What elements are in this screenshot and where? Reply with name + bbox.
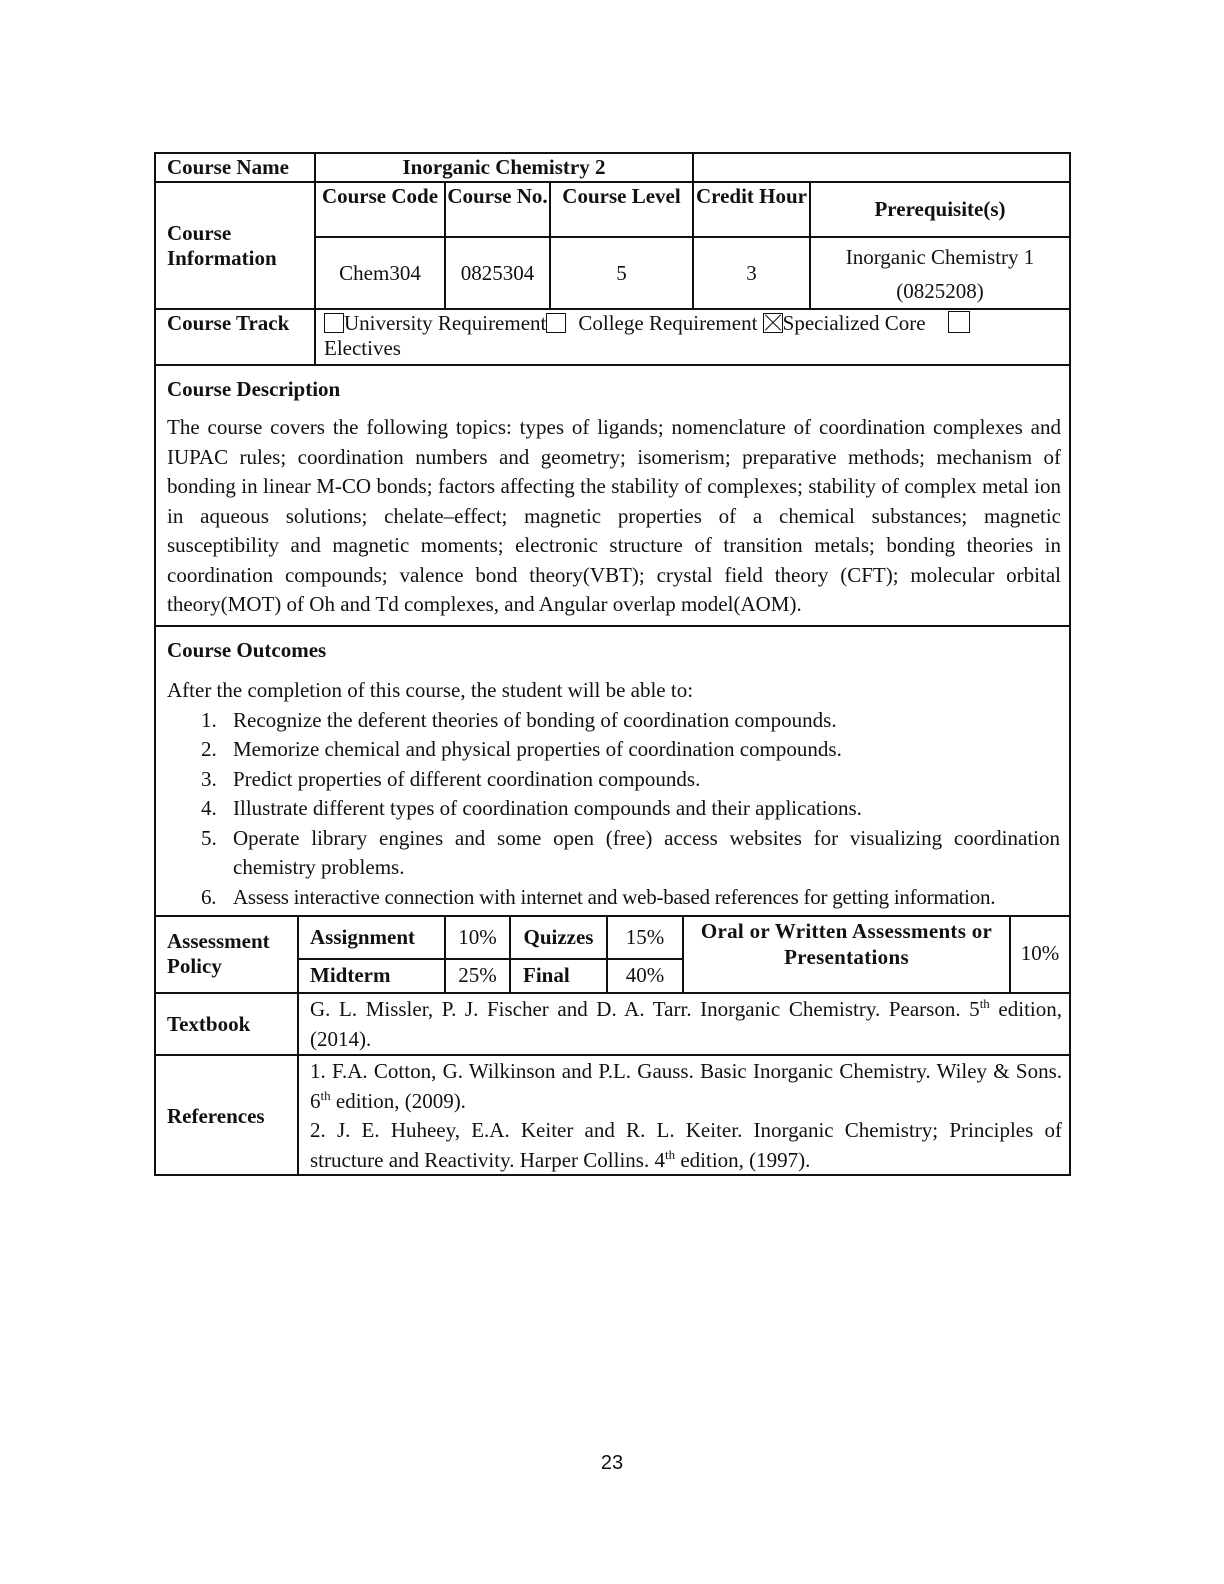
outcome-item: 2. Memorize chemical and physical properties of coordination compounds. bbox=[201, 737, 842, 761]
course-name-value: Inorganic Chemistry 2 bbox=[402, 155, 606, 179]
quizzes-label: Quizzes bbox=[523, 925, 594, 949]
prerequisite-value bbox=[811, 240, 1069, 308]
course-outcomes-heading: Course Outcomes bbox=[167, 638, 327, 662]
course-outcomes-row bbox=[154, 625, 1071, 915]
course-description-text: The course covers the following topics: types of ligands; nomenclature of coordination complexes and IUPAC rules; coordination numbers and geometry; isomerism; preparative methods; mechanism of bonding in linear M-CO bonds; factors affecting the stability of complexes; stability of complex metal ion in aqueous solutions; chelate–effect; magnetic properties of a chemical substances; magnetic susceptibility and magnetic moments; electronic structure of transition metals; bonding theories in coordination compounds; valence bond theory(VBT); crystal field theory (CFT); molecular orbital theory(MOT) of Oh and Td complexes, and Angular overlap model(AOM). bbox=[167, 415, 1061, 616]
prerequisite-line-1: Inorganic Chemistry 1 bbox=[845, 245, 1035, 269]
course-information-row bbox=[154, 181, 1071, 308]
course-no-value: 0825304 bbox=[460, 261, 535, 285]
reference-1: 1. F.A. Cotton, G. Wilkinson and P.L. Gauss. Basic Inorganic Chemistry. Wiley & Sons. 6th edition, (2009). bbox=[310, 1059, 1062, 1113]
university-requirement-checkbox[interactable] bbox=[324, 313, 344, 333]
prerequisite-line-2: (0825208) bbox=[896, 279, 984, 303]
midterm-value: 25% bbox=[458, 963, 497, 987]
course-outcomes-intro: After the completion of this course, the student will be able to: bbox=[167, 678, 694, 702]
course-code-header: Course Code bbox=[321, 184, 439, 208]
college-requirement-label: College Requirement bbox=[578, 311, 758, 335]
final-value: 40% bbox=[625, 963, 665, 987]
references-label: References bbox=[167, 1104, 265, 1128]
course-level-header: Course Level bbox=[562, 184, 681, 208]
credit-hour-value: 3 bbox=[746, 261, 757, 285]
midterm-label: Midterm bbox=[310, 963, 391, 987]
final-label: Final bbox=[523, 963, 570, 987]
quizzes-value: 15% bbox=[625, 925, 665, 949]
specialized-core-label: Specialized Core bbox=[782, 311, 926, 335]
outcome-item: 4. Illustrate different types of coordination compounds and their applications. bbox=[201, 796, 862, 820]
course-information-label: Course Information bbox=[167, 221, 277, 270]
outcome-item: 3. Predict properties of different coordination compounds. bbox=[201, 766, 701, 791]
references-row bbox=[154, 1054, 1071, 1176]
prerequisite-header: Prerequisite(s) bbox=[874, 197, 1006, 221]
course-track-row bbox=[154, 308, 1071, 364]
course-track-options bbox=[324, 311, 1064, 361]
oral-written-value: 10% bbox=[1020, 941, 1060, 965]
university-requirement-label: University Requirement bbox=[344, 311, 547, 335]
course-outcomes-body bbox=[167, 676, 1060, 912]
outcome-item: 5. Operate library engines and some open (free) access websites for visualizing coordination chemistry problems. bbox=[201, 825, 1060, 879]
electives-label: Electives bbox=[324, 336, 401, 360]
course-outcomes-list bbox=[167, 706, 1060, 913]
course-track-label: Course Track bbox=[167, 311, 290, 335]
course-no-header: Course No. bbox=[447, 184, 548, 208]
references-list bbox=[310, 1057, 1062, 1175]
oral-written-label: Oral or Written Assessments or Presentations bbox=[700, 919, 993, 969]
course-level-value: 5 bbox=[616, 261, 627, 285]
textbook-text: G. L. Missler, P. J. Fischer and D. A. Tarr. Inorganic Chemistry. Pearson. 5th edition, (2014). bbox=[310, 996, 1062, 1051]
textbook-label: Textbook bbox=[167, 1012, 251, 1036]
electives-checkbox[interactable] bbox=[948, 311, 970, 333]
outcome-item: 6. Assess interactive connection with internet and web-based references for getting information. bbox=[201, 884, 996, 909]
college-requirement-checkbox[interactable] bbox=[546, 313, 566, 333]
assignment-label: Assignment bbox=[310, 925, 416, 949]
course-description-heading: Course Description bbox=[167, 377, 341, 401]
course-name-label: Course Name bbox=[167, 155, 289, 179]
course-code-value: Chem304 bbox=[339, 261, 421, 285]
course-name-row bbox=[154, 152, 1071, 181]
assignment-value: 10% bbox=[458, 925, 497, 949]
reference-2: 2. J. E. Huheey, E.A. Keiter and R. L. Keiter. Inorganic Chemistry; Principles of structure and Reactivity. Harper Collins. 4th edition, (1997). bbox=[310, 1118, 1062, 1172]
credit-hour-header: Credit Hour bbox=[695, 184, 808, 208]
course-description-row bbox=[154, 364, 1071, 625]
assessment-policy-row bbox=[154, 915, 1071, 992]
specialized-core-checkbox[interactable] bbox=[763, 313, 783, 333]
outcome-item: 1. Recognize the deferent theories of bonding of coordination compounds. bbox=[201, 707, 837, 732]
course-spec-table bbox=[154, 152, 1071, 1176]
textbook-row bbox=[154, 992, 1071, 1054]
assessment-policy-label: Assessment Policy bbox=[167, 929, 270, 978]
page-number: 23 bbox=[600, 1452, 624, 1474]
